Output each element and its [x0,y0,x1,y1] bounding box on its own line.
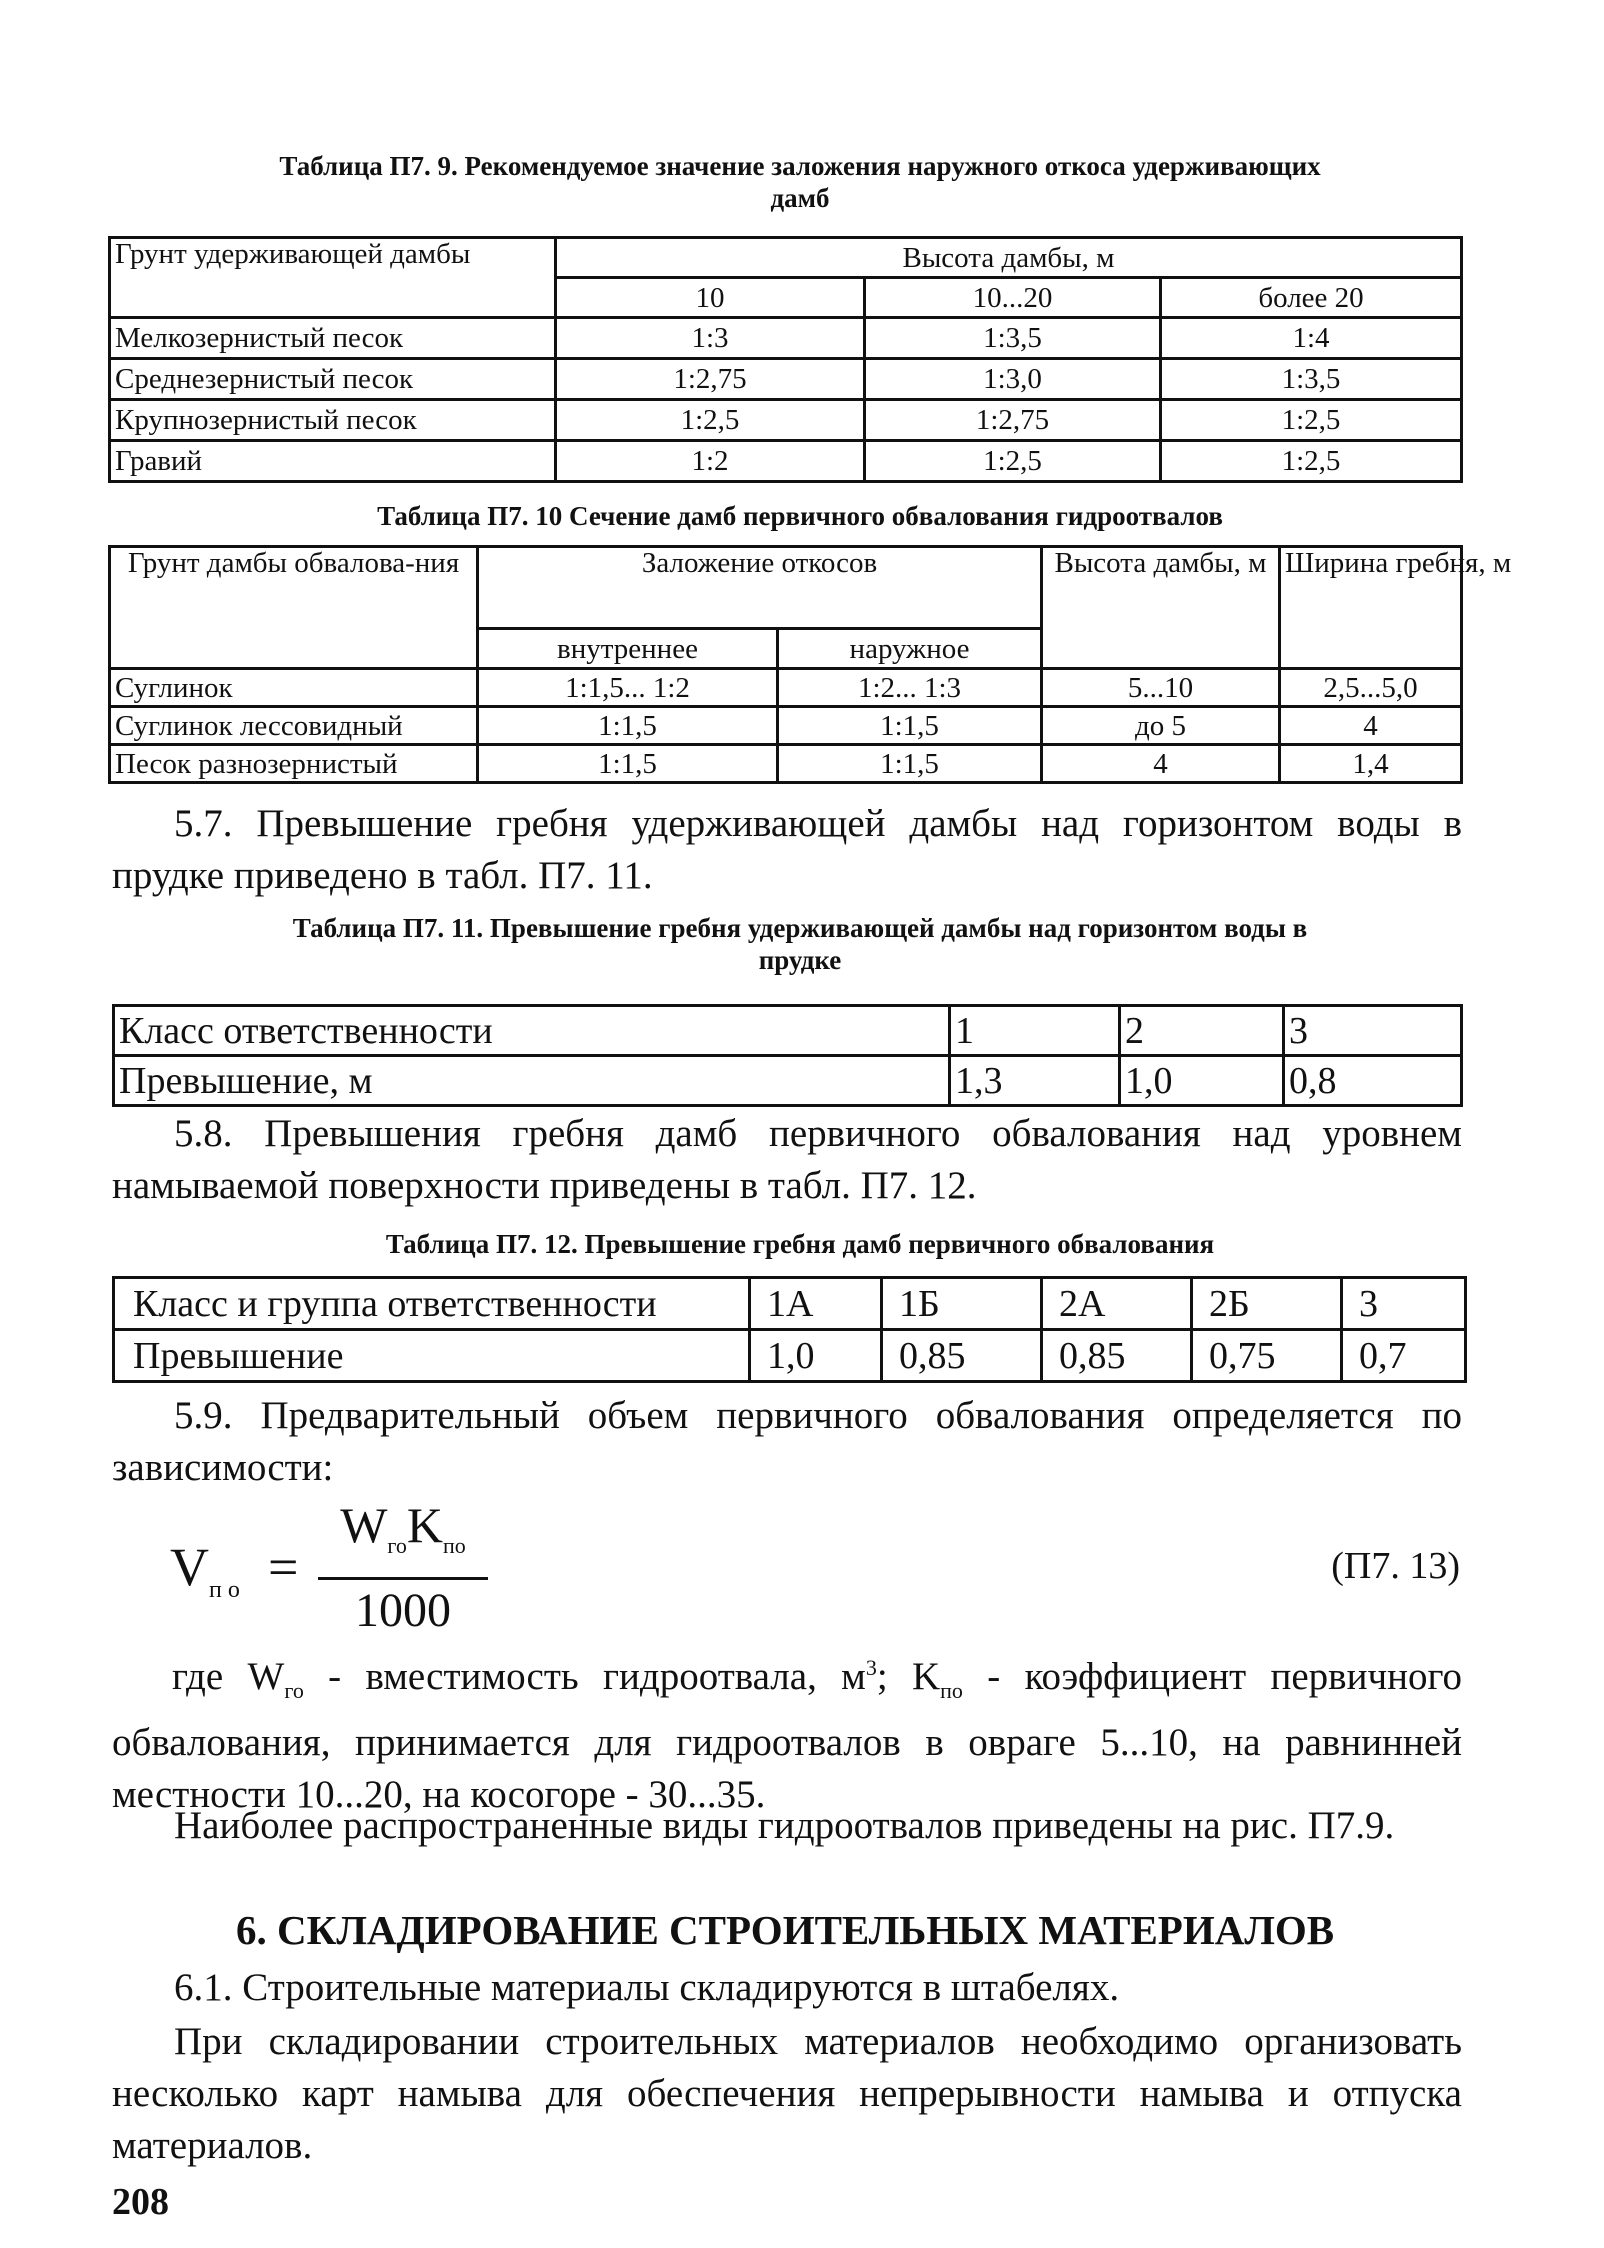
table-cell: Среднезернистый песок [110,359,556,400]
table-cell: 1:1,5 [478,745,778,783]
formula-lhs-sub: п о [209,1576,240,1603]
table-cell: 3 [1284,1006,1462,1056]
table-cell: 1:2,5 [556,400,865,441]
table-11-class-label: Класс ответственности [114,1006,950,1056]
table-11 [112,1004,1463,1107]
table-cell: 4 [1042,745,1280,783]
table-cell: Суглинок лессовидный [110,707,478,745]
where-sup: 3 [865,1655,877,1680]
formula-numerator [318,1496,488,1575]
table-cell: 1:1,5... 1:2 [478,669,778,707]
table-10-caption: Таблица П7. 10 Сечение дамб первичного обвалования гидроотвалов [377,501,1223,531]
formula-number: (П7. 13) [1331,1545,1460,1587]
table-cell: 1,3 [950,1056,1120,1106]
section-heading-6: 6. СКЛАДИРОВАНИЕ СТРОИТЕЛЬНЫХ МАТЕРИАЛОВ [236,1907,1335,1953]
table-row [110,400,1462,441]
table-row [110,359,1462,400]
table-cell: 1:1,5 [778,707,1042,745]
table-cell: 2 [1120,1006,1284,1056]
formula-p7-13 [170,1496,1470,1637]
formula-equals: = [268,1537,299,1597]
formula-lhs [170,1536,240,1604]
table-row [110,745,1462,783]
where-w: где W [172,1655,285,1698]
page-number: 208 [112,2181,169,2223]
table-cell: 2Б [1192,1278,1342,1330]
paragraph-6-1 [112,1962,1462,2014]
table-cell: 0,8 [1284,1056,1462,1106]
table-9-header-soil: Грунт удерживающей дамбы [110,238,556,318]
paragraph-6-1-text: 6.1. Строительные материалы складируются в штабелях. [174,1966,1120,2009]
table-cell: 1:2... 1:3 [778,669,1042,707]
table-cell: Песок разнозернистый [110,745,478,783]
table-cell: 1:2,5 [1161,441,1462,482]
table-row [110,707,1462,745]
paragraph-5-9 [112,1390,1462,1494]
table-10-subheader-outer: наружное [778,629,1042,669]
paragraph-5-8 [112,1108,1462,1212]
table-cell: 1,4 [1280,745,1462,783]
paragraph-common-types [112,1800,1462,1852]
formula-w: W [340,1497,388,1553]
paragraph-5-7 [112,798,1462,902]
paragraph-where [112,1642,1462,1821]
formula-denominator: 1000 [355,1584,451,1637]
paragraph-5-9-text: 5.9. Предварительный объем первичного обвалования определяется по зависимости: [112,1394,1462,1489]
paragraph-6-1-cont-text: При складировании строительных материалов необходимо организовать несколько карт намыва для обеспечения непрерывности намыва и отпуска материалов. [112,2020,1462,2167]
table-cell: 1А [750,1278,882,1330]
table-10-header-width: Ширина гребня, м [1280,547,1462,669]
table-cell: Гравий [110,441,556,482]
table-cell: 1,0 [1120,1056,1284,1106]
table-cell: 1:1,5 [778,745,1042,783]
table-row [110,318,1462,359]
formula-fraction-bar [318,1577,488,1580]
table-row [114,1056,1462,1106]
table-11-excess-label: Превышение, м [114,1056,950,1106]
table-cell: 1:2,75 [865,400,1161,441]
table-cell: 1:3,5 [1161,359,1462,400]
formula-lhs-v: V [170,1537,209,1597]
table-cell: до 5 [1042,707,1280,745]
table-cell: 1:2,75 [556,359,865,400]
formula-k: K [406,1497,443,1553]
table-11-caption [90,912,1510,976]
table-cell: 0,85 [1042,1330,1192,1382]
table-cell: 1:1,5 [478,707,778,745]
table-12 [112,1276,1467,1383]
where-k-sub: по [940,1677,963,1703]
table-row [114,1278,1466,1330]
where-text-1: - вместимость гидроотвала, м [303,1655,866,1698]
where-k: ; K [876,1655,941,1698]
table-9-caption-line2: дамб [770,183,830,213]
table-9-subheader: 10 [556,278,865,318]
table-cell: Мелкозернистый песок [110,318,556,359]
table-cell: 2А [1042,1278,1192,1330]
table-9-subheader: 10...20 [865,278,1161,318]
paragraph-5-7-text: 5.7. Превышение гребня удерживающей дамбы над горизонтом воды в прудке приведено в табл. П7. 11. [112,802,1462,897]
table-12-caption: Таблица П7. 12. Превышение гребня дамб первичного обвалования [385,1229,1215,1259]
table-10-header-soil: Грунт дамбы обвалова-ния [110,547,478,669]
paragraph-common-types-text: Наиболее распространенные виды гидроотвалов приведены на рис. П7.9. [174,1804,1395,1847]
table-9-caption [90,150,1510,214]
table-row [110,441,1462,482]
table-cell: 1:4 [1161,318,1462,359]
table-10-header-height: Высота дамбы, м [1042,547,1280,669]
table-cell: 1 [950,1006,1120,1056]
table-9 [108,236,1463,483]
table-row [110,669,1462,707]
table-row [114,1006,1462,1056]
formula-k-sub: по [443,1533,466,1558]
table-cell: 1,0 [750,1330,882,1382]
table-10 [108,545,1512,784]
paragraph-5-8-text: 5.8. Превышения гребня дамб первичного обвалования над уровнем намываемой поверхности приведены в табл. П7. 12. [112,1112,1462,1207]
paragraph-6-1-cont [112,2016,1462,2172]
table-9-subheader: более 20 [1161,278,1462,318]
table-cell: 1:3,0 [865,359,1161,400]
table-cell: 5...10 [1042,669,1280,707]
table-cell: 0,7 [1342,1330,1466,1382]
where-text-2: - коэффициент первичного обвалования, принимается для гидроотвалов в овраге 5...10, на равнинней местности 10...20, на косогоре - 30...35. [112,1655,1462,1816]
table-9-header-height: Высота дамбы, м [556,238,1462,278]
table-cell: 1Б [882,1278,1042,1330]
table-cell: 1:3,5 [865,318,1161,359]
table-12-excess-label: Превышение [114,1330,750,1382]
table-11-caption-line2: прудке [758,945,842,975]
table-cell: 1:2,5 [1161,400,1462,441]
formula-w-sub: го [387,1533,407,1558]
table-cell: 0,75 [1192,1330,1342,1382]
table-cell: Крупнозернистый песок [110,400,556,441]
table-cell: 1:3 [556,318,865,359]
table-cell: Суглинок [110,669,478,707]
table-11-caption-line1: Таблица П7. 11. Превышение гребня удерживающей дамбы над горизонтом воды в [292,913,1308,943]
table-9-caption-line1: Таблица П7. 9. Рекомендуемое значение заложения наружного откоса удерживающих [279,151,1321,181]
formula-fraction [318,1496,488,1638]
table-cell: 0,85 [882,1330,1042,1382]
table-cell: 1:2 [556,441,865,482]
where-w-sub: го [284,1677,304,1703]
table-cell: 4 [1280,707,1462,745]
table-10-subheader-inner: внутреннее [478,629,778,669]
table-cell: 1:2,5 [865,441,1161,482]
table-cell: 2,5...5,0 [1280,669,1462,707]
table-cell: 3 [1342,1278,1466,1330]
table-12-class-label: Класс и группа ответственности [114,1278,750,1330]
table-10-header-slopes: Заложение откосов [478,547,1042,629]
table-row [114,1330,1466,1382]
